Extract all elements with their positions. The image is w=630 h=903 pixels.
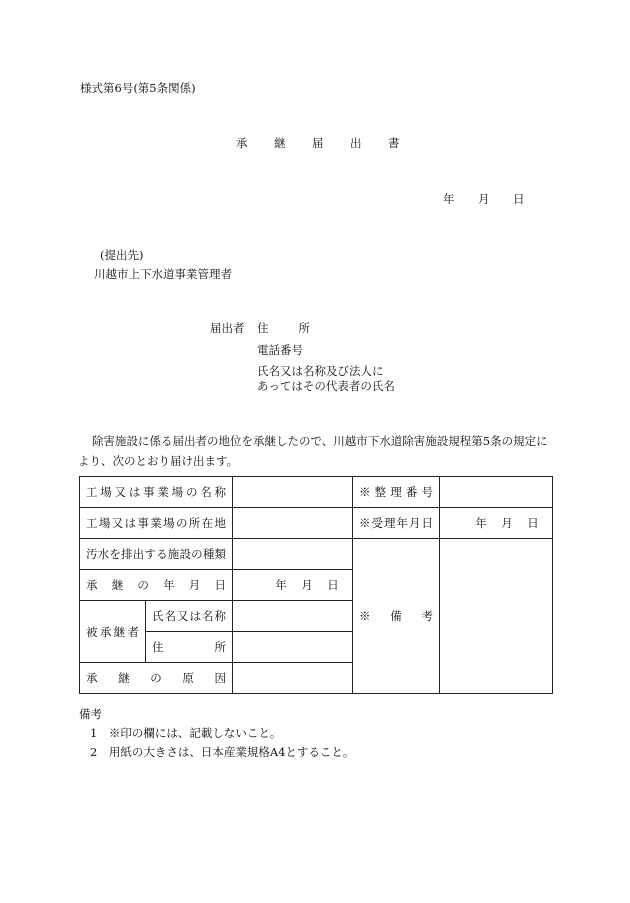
date-day-label: 日 xyxy=(527,516,539,530)
facility-type-label: 汚水を排出する施設の種類 xyxy=(80,539,233,570)
predecessor-label: 被承継者 xyxy=(80,601,146,663)
address-label-a: 住 xyxy=(257,321,269,335)
address-label-b: 所 xyxy=(298,321,310,335)
body-text-line2: より、次のとおり届け出ます。 xyxy=(78,454,239,468)
date-day-label: 日 xyxy=(513,192,525,206)
received-date-input[interactable] xyxy=(440,508,553,539)
factory-name-input[interactable] xyxy=(233,477,353,508)
name-field-label-line1: 氏名又は名称及び法人に xyxy=(257,364,384,378)
remark-item: 1 ※印の欄には、記載しないこと。 xyxy=(90,726,282,740)
submit-to-label: (提出先) xyxy=(100,248,144,262)
reg-number-label: ※整理番号 xyxy=(353,477,440,508)
recipient: 川越市上下水道事業管理者 xyxy=(94,267,232,281)
date-month-label: 月 xyxy=(478,192,490,206)
date-month-label: 月 xyxy=(301,578,313,592)
phone-field-label: 電話番号 xyxy=(257,343,303,357)
remark-item: 2 用紙の大きさは、日本産業規格A4とすること。 xyxy=(90,745,355,759)
succession-cause-input[interactable] xyxy=(233,663,353,694)
date-year-label: 年 xyxy=(475,516,487,530)
title-char: 出 xyxy=(350,136,362,150)
predecessor-address-label: 住所 xyxy=(146,632,233,663)
form-reference: 様式第6号(第5条関係) xyxy=(80,81,196,95)
remarks-cell-label: ※備考 xyxy=(353,539,440,694)
address-field-label xyxy=(257,322,310,336)
date-year-label: 年 xyxy=(275,578,287,592)
title-char: 継 xyxy=(274,136,286,150)
received-date-label: ※受理年月日 xyxy=(353,508,440,539)
predecessor-name-label: 氏名又は名称 xyxy=(146,601,233,632)
predecessor-name-input[interactable] xyxy=(233,601,353,632)
remarks-title: 備考 xyxy=(79,707,102,721)
factory-name-label: 工場又は事業場の名称 xyxy=(80,477,233,508)
succession-cause-label: 承継の原因 xyxy=(80,663,233,694)
succession-form-table xyxy=(79,476,553,694)
succession-date-label: 承継の年月日 xyxy=(80,570,233,601)
body-text-line1: 除害施設に係る届出者の地位を承継したので、川越市下水道除害施設規程第5条の規定に xyxy=(92,434,548,448)
factory-location-label: 工場又は事業場の所在地 xyxy=(80,508,233,539)
document-title xyxy=(236,137,426,151)
table-row xyxy=(80,477,553,508)
table-row xyxy=(80,539,553,570)
submission-date xyxy=(443,193,548,207)
factory-location-input[interactable] xyxy=(233,508,353,539)
succession-date-input[interactable] xyxy=(233,570,353,601)
notifier-label: 届出者 xyxy=(210,321,245,335)
title-char: 書 xyxy=(388,136,400,150)
reg-number-input[interactable] xyxy=(440,477,553,508)
date-month-label: 月 xyxy=(501,516,513,530)
remarks-cell-input[interactable] xyxy=(440,539,553,694)
title-char: 承 xyxy=(236,136,248,150)
title-char: 届 xyxy=(312,136,324,150)
date-day-label: 日 xyxy=(327,578,339,592)
table-row xyxy=(80,508,553,539)
date-year-label: 年 xyxy=(443,192,455,206)
facility-type-input[interactable] xyxy=(233,539,353,570)
name-field-label-line2: あってはその代表者の氏名 xyxy=(257,379,395,393)
predecessor-address-input[interactable] xyxy=(233,632,353,663)
